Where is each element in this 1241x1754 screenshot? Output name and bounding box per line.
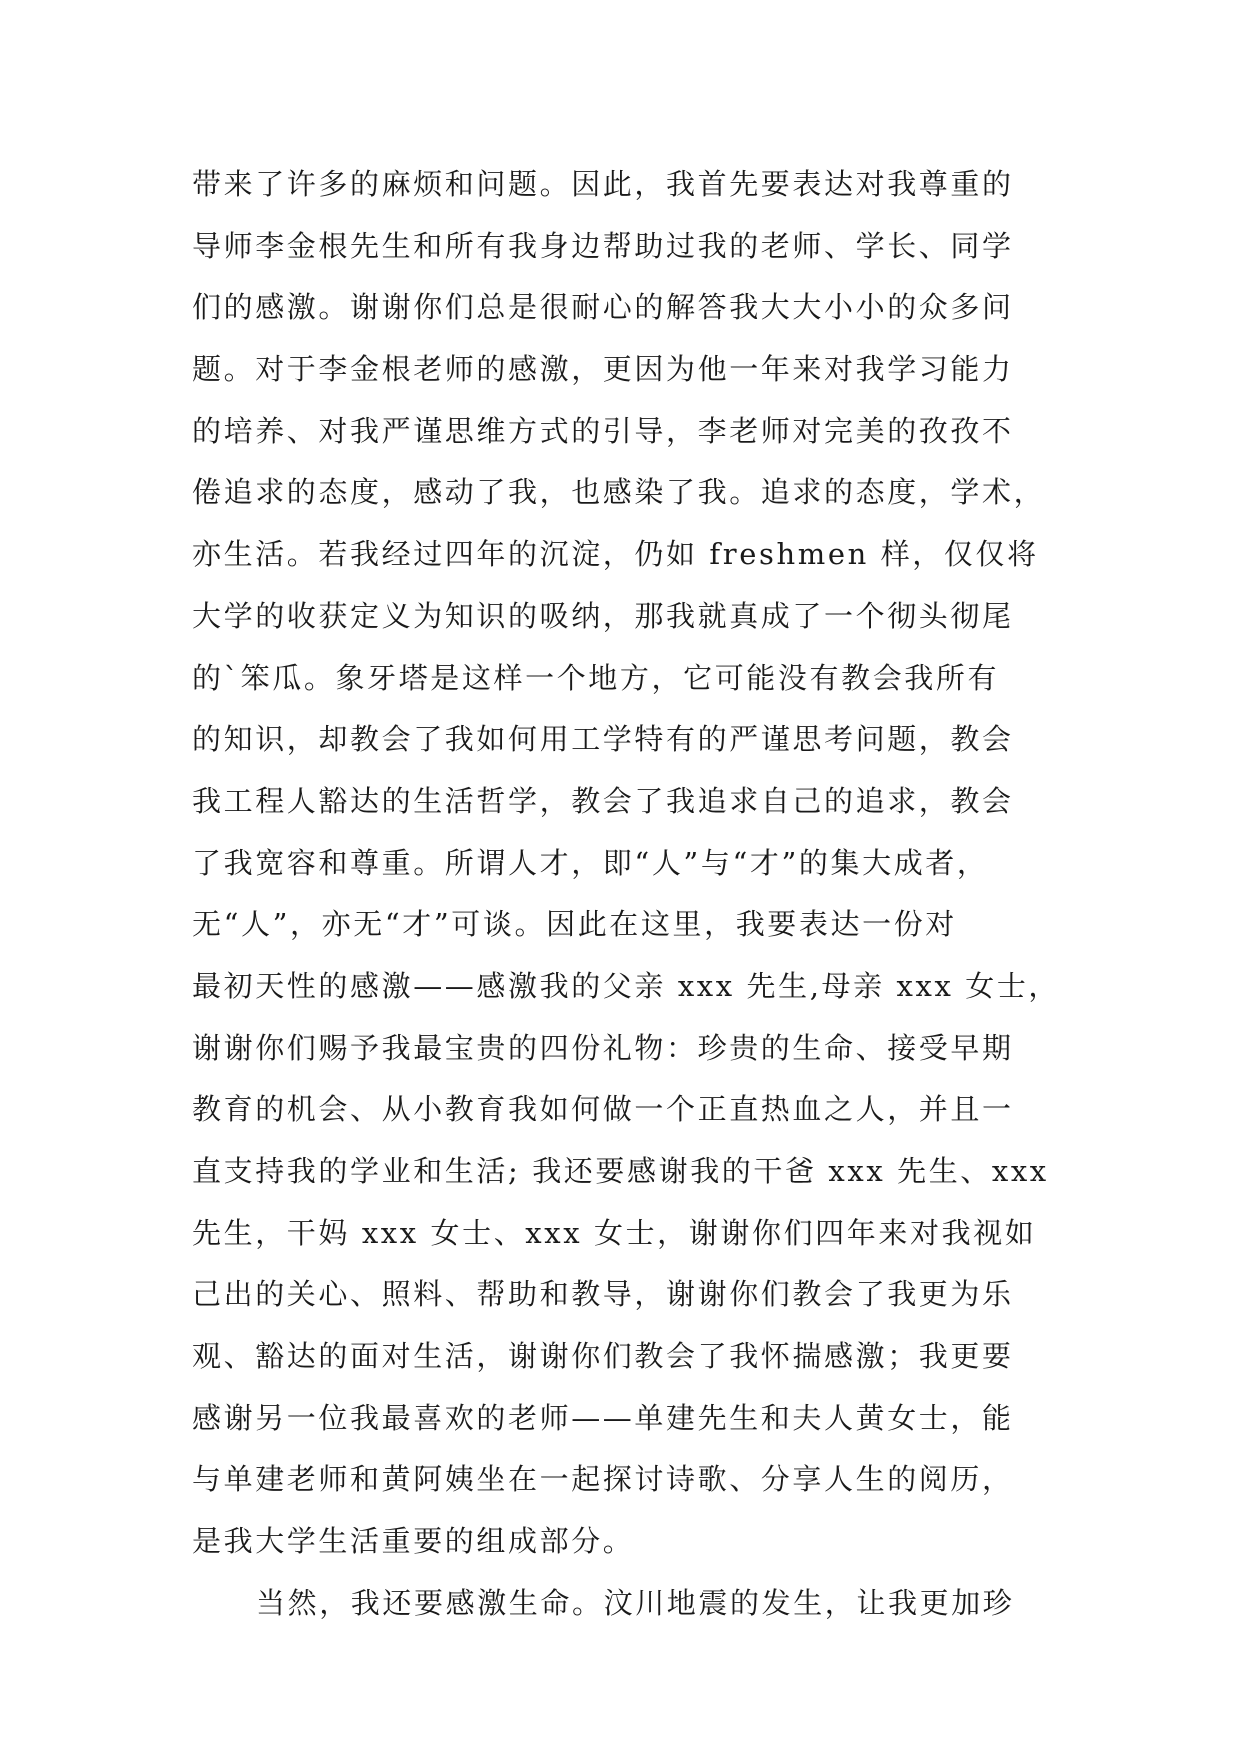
- text-line: 感谢另一位我最喜欢的老师——单建先生和夫人黄女士，能: [192, 1400, 1014, 1435]
- text-line: 谢谢你们赐予我最宝贵的四份礼物：珍贵的生命、接受早期: [192, 1030, 1014, 1065]
- text-line: 亦生活。若我经过四年的沉淀，仍如 freshmen 样，仅仅将: [192, 537, 1039, 572]
- text-line: 题。对于李金根老师的感激，更因为他一年来对我学习能力: [192, 352, 1014, 387]
- text-line: 的`笨瓜。象牙塔是这样一个地方，它可能没有教会我所有: [192, 660, 1000, 695]
- text-line: 先生，干妈 xxx 女士、xxx 女士，谢谢你们四年来对我视如: [192, 1215, 1037, 1250]
- text-line: 教育的机会、从小教育我如何做一个正直热血之人，并且一: [192, 1092, 1014, 1127]
- text-line: 最初天性的感激——感激我的父亲 xxx 先生,母亲 xxx 女士，: [192, 968, 1061, 1003]
- body-text: [192, 154, 1072, 1635]
- text-line: 的知识，却教会了我如何用工学特有的严谨思考问题，教会: [192, 722, 1014, 757]
- text-line: 当然，我还要感激生命。汶川地震的发生，让我更加珍: [256, 1585, 1015, 1620]
- text-line: 了我宽容和尊重。所谓人才，即“人”与“才”的集大成者，: [192, 845, 989, 880]
- text-line: 与单建老师和黄阿姨坐在一起探讨诗歌、分享人生的阅历，: [192, 1462, 1014, 1497]
- text-line: 我工程人豁达的生活哲学，教会了我追求自己的追求，教会: [192, 783, 1014, 818]
- text-line: 导师李金根先生和所有我身边帮助过我的老师、学长、同学: [192, 228, 1014, 263]
- text-line: 直支持我的学业和生活; 我还要感谢我的干爸 xxx 先生、xxx: [192, 1154, 1049, 1188]
- text-line: 无“人”，亦无“才”可谈。因此在这里，我要表达一份对: [192, 907, 957, 942]
- text-line: 己出的关心、照料、帮助和教导，谢谢你们教会了我更为乐: [192, 1277, 1014, 1312]
- paragraph-acknowledgements: [192, 154, 1072, 1573]
- text-line: 们的感激。谢谢你们总是很耐心的解答我大大小小的众多问: [192, 290, 1014, 325]
- text-line: 的培养、对我严谨思维方式的引导，李老师对完美的孜孜不: [192, 413, 1014, 448]
- paragraph-gratitude-life: [192, 1573, 1072, 1635]
- text-line: 带来了许多的麻烦和问题。因此，我首先要表达对我尊重的: [192, 167, 1014, 201]
- text-line: 大学的收获定义为知识的吸纳，那我就真成了一个彻头彻尾: [192, 598, 1014, 633]
- text-line: 观、豁达的面对生活，谢谢你们教会了我怀揣感激；我更要: [192, 1339, 1014, 1374]
- text-line: 倦追求的态度，感动了我，也感染了我。追求的态度，学术，: [192, 475, 1046, 510]
- text-line: 是我大学生活重要的组成部分。: [192, 1524, 635, 1559]
